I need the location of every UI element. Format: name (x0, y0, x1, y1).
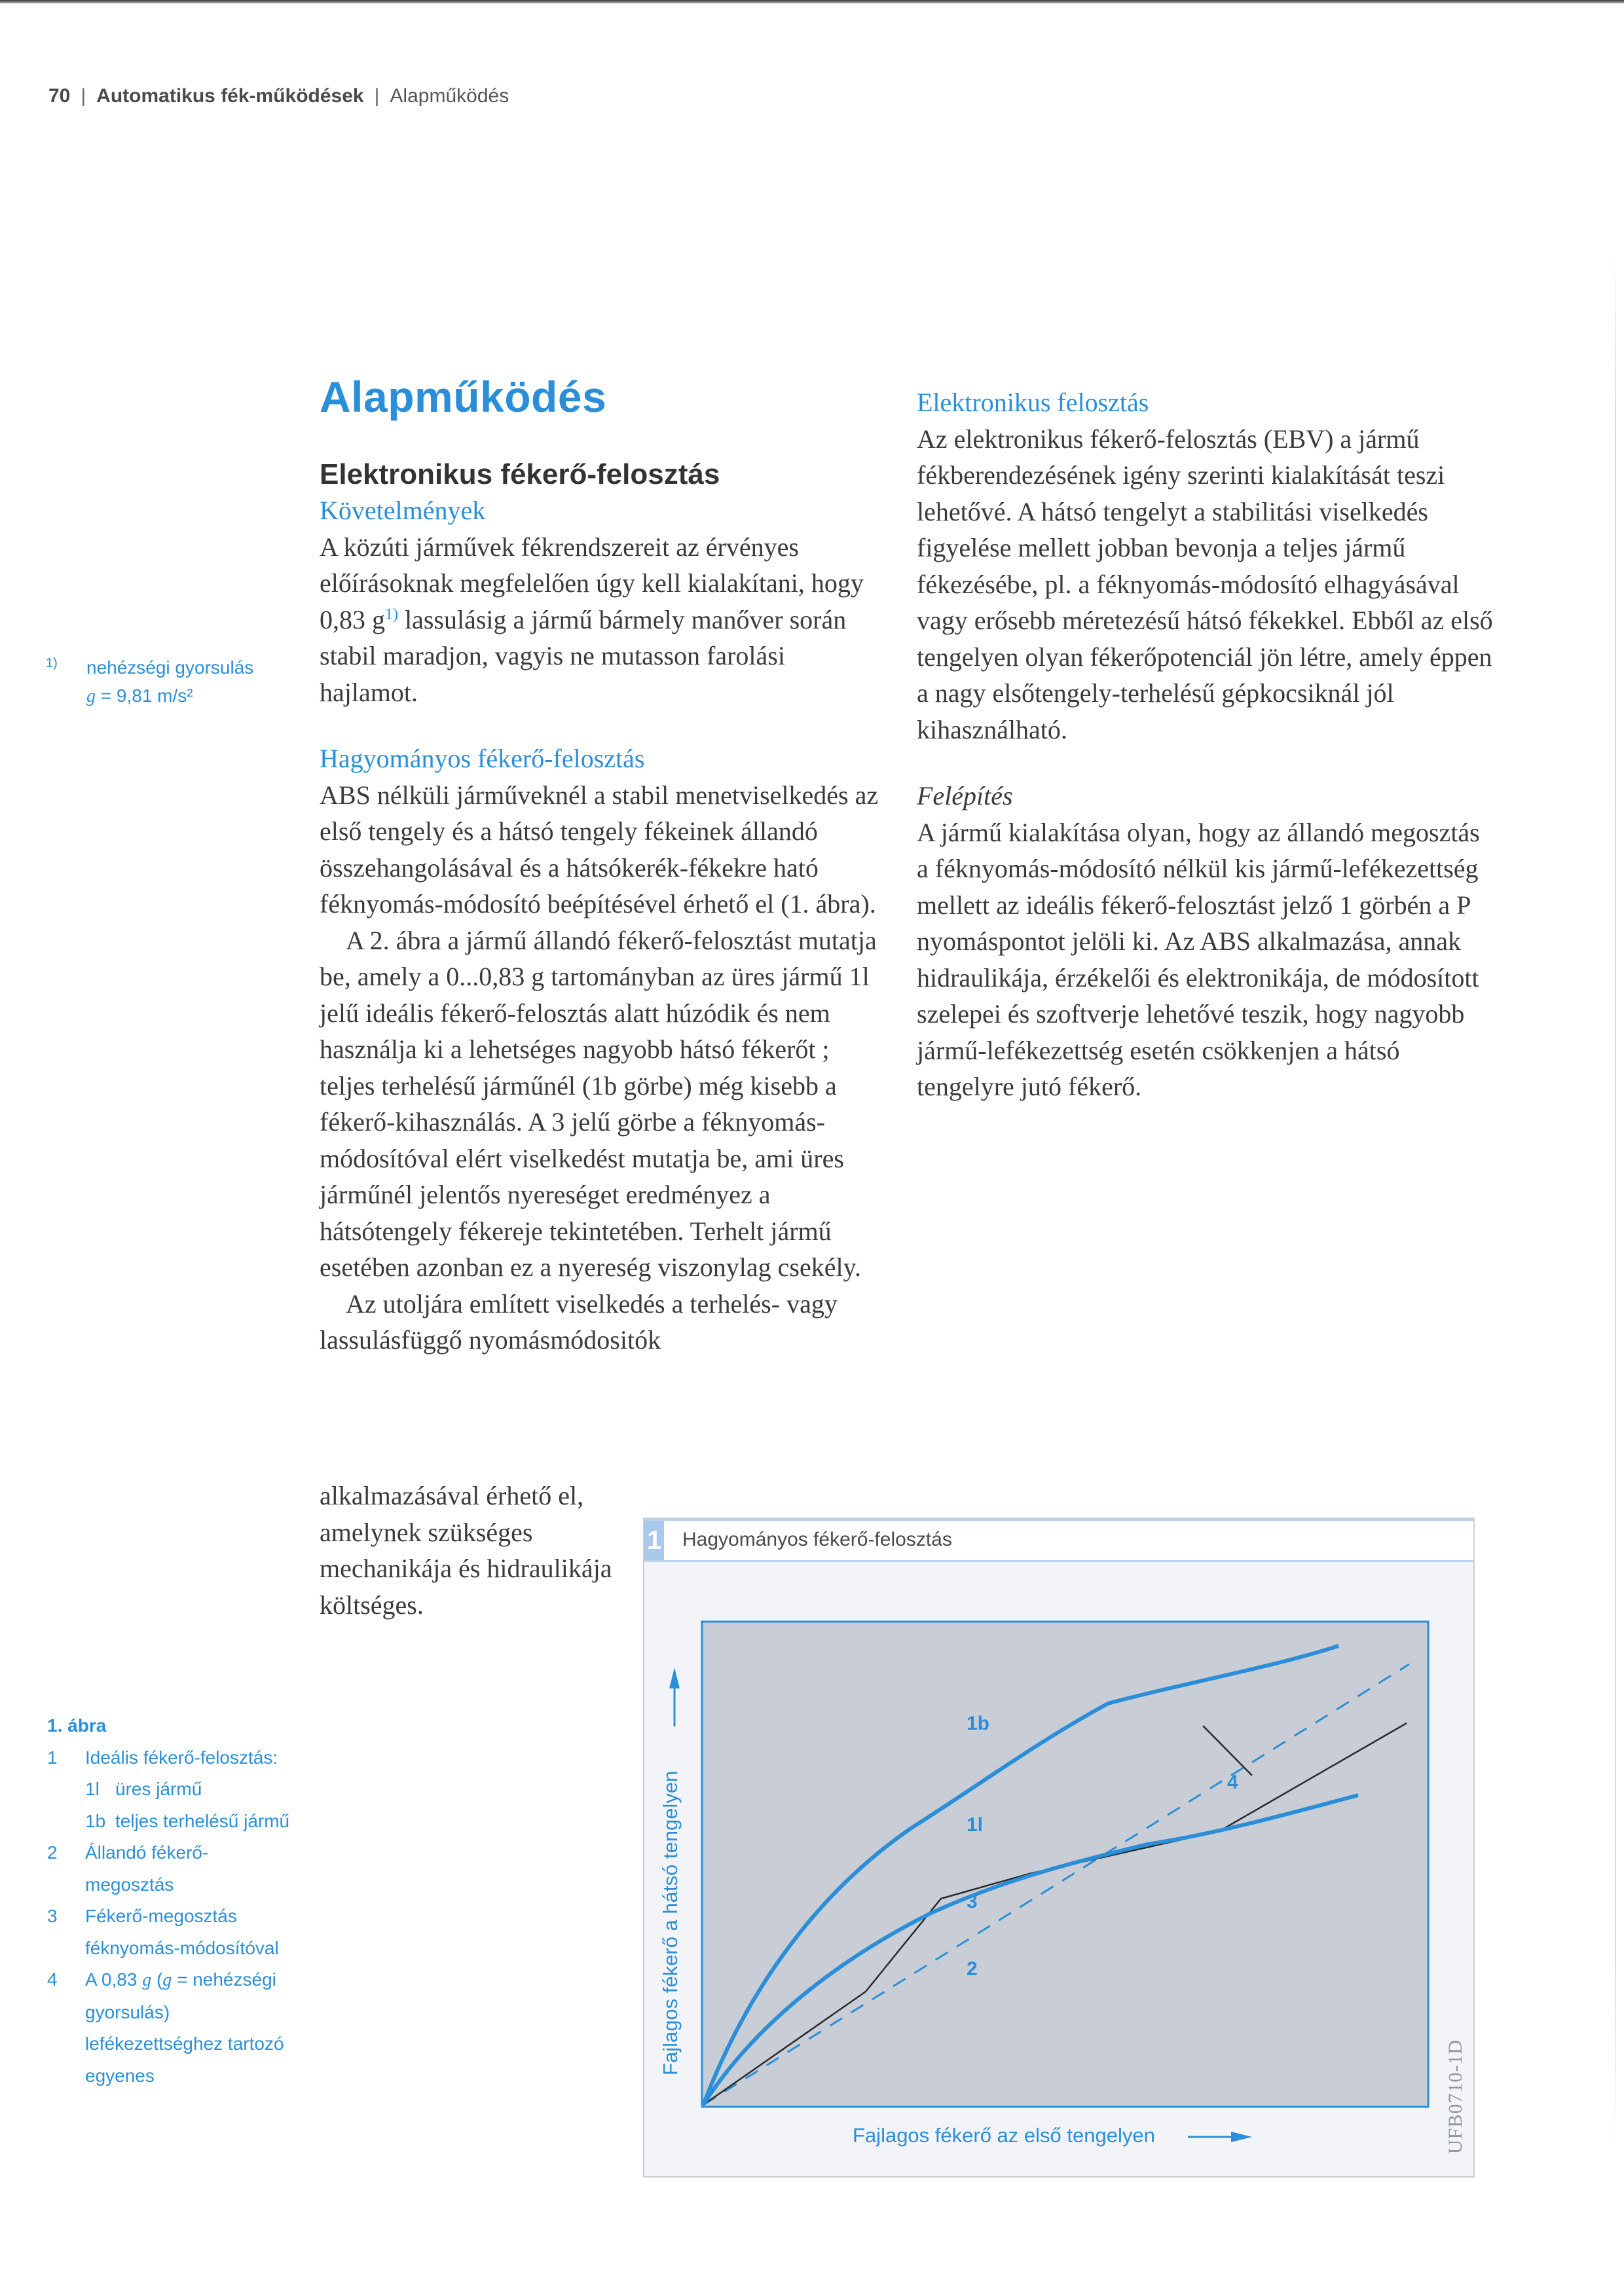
caption-subitem-number: 1l (85, 1779, 100, 1799)
footnote-ref: 1) (385, 606, 398, 623)
paragraph-hagyomanyos-1: ABS nélküli járműveknél a stabil menetviselkedés az első tengely és a hátsó tengely fékeinek állandó összehangolásával és a hátsókerék-fékekre ható féknyomás-módosító beépítésével érhető el (1. ábra). (320, 780, 879, 919)
x-axis-label: Fajlagos fékerő az első tengelyen (853, 2124, 1155, 2147)
label-4: 4 (1227, 1772, 1238, 1793)
paragraph-elektronikus: Az elektronikus fékerő-felosztás (EBV) a jármű fékberendezésének igény szerinti kialakítását teszi lehetővé. A hátsó tengelyt a stabilitási viselkedés figyelése mellett jobban bevonja a teljes jármű fékezésébe, pl. a féknyomás-módosító elhagyásával vagy erősebb méretezésű hátsó fékekkel. Ebből az első tengelyen olyan fékerőpotenciál jön létre, amely éppen a nagy elsőtengely-terhelésű gépkocsiknál jól kihasználható. (917, 424, 1493, 744)
caption-item-text: A 0,83 (85, 1969, 143, 1990)
y-axis-arrow-icon (669, 1667, 680, 1726)
caption-subitem (47, 1774, 296, 1806)
brake-distribution-chart (644, 1519, 1476, 2179)
header-separator: | (81, 85, 86, 107)
caption-item-number: 1 (47, 1747, 58, 1768)
caption-var: g (162, 1970, 172, 1990)
x-axis-arrow-icon (1188, 2132, 1252, 2142)
caption-item-text: ( (151, 1969, 163, 1990)
left-column (320, 492, 883, 1358)
y-axis-label: Fajlagos fékerő a hátsó tengelyen (659, 1770, 682, 2075)
chapter-title: Automatikus fék-működések (96, 85, 364, 107)
label-1b: 1b (967, 1713, 990, 1734)
figure-title: Hagyományos fékerő-felosztás (682, 1529, 952, 1550)
caption-subitem (47, 1806, 296, 1838)
caption-item-text: Állandó fékerő-megosztás (85, 1842, 209, 1895)
caption-subitem-number: 1b (85, 1810, 106, 1831)
paragraph-felepites: A jármű kialakítása olyan, hogy az állandó megosztás a féknyomás-módosító nélkül kis jármű-lefékezettség mellett az ideális fékerő-felosztást jelző 1 görbén a P nyomáspontot jelöli ki. Az ABS alkalmazása, annak hidraulikája, érzékelői és elektronikája, de módosított szelepei és szoftverje lehetővé teszik, hogy nagyobb jármű-lefékezettség esetén csökkenjen a hátsó tengelyre jutó fékerő. (917, 817, 1480, 1101)
paragraph-text: lassulásig a jármű bármely manőver során stabil maradjon, vagyis ne mutasson farolási hajlamot. (320, 604, 847, 707)
heading-hagyomanyos: Hagyományos fékerő-felosztás (320, 744, 645, 773)
footnote-line1: nehézségi gyorsulás (86, 657, 254, 678)
figure-number: 1 (644, 1521, 664, 1560)
paragraph-hagyomanyos-3a: Az utoljára említett viselkedés a terhelés- vagy lassulásfüggő nyomásmódositók (320, 1288, 838, 1355)
caption-subitem-text: üres jármű (115, 1779, 202, 1799)
scan-right-edge (1615, 249, 1616, 2147)
figure-1 (643, 1518, 1475, 2178)
page-subtitle: Elektronikus fékerő-felosztás (320, 458, 720, 490)
caption-item-number: 3 (47, 1906, 58, 1926)
section-title: Alapműködés (390, 85, 509, 107)
paragraph-text: A közúti járművek fékrendszereit az érvényes előírásoknak megfelelően úgy kell kialakítani, hogy 0,83 g (320, 532, 864, 634)
paragraph-hagyomanyos-2: A 2. ábra a jármű állandó fékerő-felosztást mutatja be, amely a 0...0,83 g tartományban az üres jármű 1l jelű ideális fékerő-felosztás alatt húzódik és nem használja ki a lehetséges nagyobb hátsó fékerőt ; teljes terhelésű járműnél (1b görbe) még kisebb a fékerő-kihasználás. A 3 jelű görbe a féknyomás-módosítóval elért viselkedést mutatja be, ami üres járműnél jelentős nyereséget eredményez a hátsótengely fékereje tekintetében. Terhelt jármű esetében azonban ez a nyereség viszonylag csekély. (320, 925, 877, 1282)
figure-code: UFB0710-1D (1445, 2039, 1466, 2154)
caption-subitem-text: teljes terhelésű jármű (115, 1810, 290, 1831)
right-column (917, 384, 1493, 1105)
label-2: 2 (967, 1958, 978, 1980)
header-separator: | (374, 85, 380, 107)
paragraph-hagyomanyos-3b: alkalmazásával érhető el, amelynek szükséges mechanikája és hidraulikája költséges. (320, 1481, 612, 1620)
page-number: 70 (48, 85, 71, 107)
label-3: 3 (967, 1891, 978, 1912)
heading-elektronikus: Elektronikus felosztás (917, 388, 1149, 417)
paragraph-kovetelmenyek (320, 529, 883, 711)
caption-var: g (142, 1970, 152, 1990)
caption-item-text: Ideális fékerő-felosztás: (85, 1747, 278, 1768)
figure-caption (47, 1710, 296, 2092)
heading-felepites: Felépítés (917, 781, 1013, 811)
footnote-var: g (86, 686, 96, 706)
heading-kovetelmenyek: Követelmények (320, 496, 486, 525)
caption-item (47, 1742, 296, 1774)
caption-item-text: = nehézségi gyorsulás) lefékezettséghez tartozó egyenes (85, 1969, 284, 2086)
caption-item-number: 2 (47, 1842, 58, 1863)
left-column-wrap (320, 1478, 621, 1623)
footnote-mark: 1) (46, 656, 58, 670)
caption-item (47, 1964, 296, 2092)
running-header (48, 85, 509, 107)
caption-item-number: 4 (47, 1969, 58, 1990)
caption-title: 1. ábra (47, 1715, 107, 1736)
caption-item (47, 1837, 296, 1901)
footnote-line2 (86, 682, 193, 710)
page-title: Alapműködés (320, 373, 607, 421)
caption-item-text: Fékerő-megosztás féknyomás-módosítóval (85, 1906, 279, 1958)
footnote-value: = 9,81 m/s² (96, 685, 193, 706)
scan-top-edge (0, 0, 1624, 4)
label-1l: 1l (967, 1814, 984, 1836)
caption-item (47, 1901, 296, 1964)
